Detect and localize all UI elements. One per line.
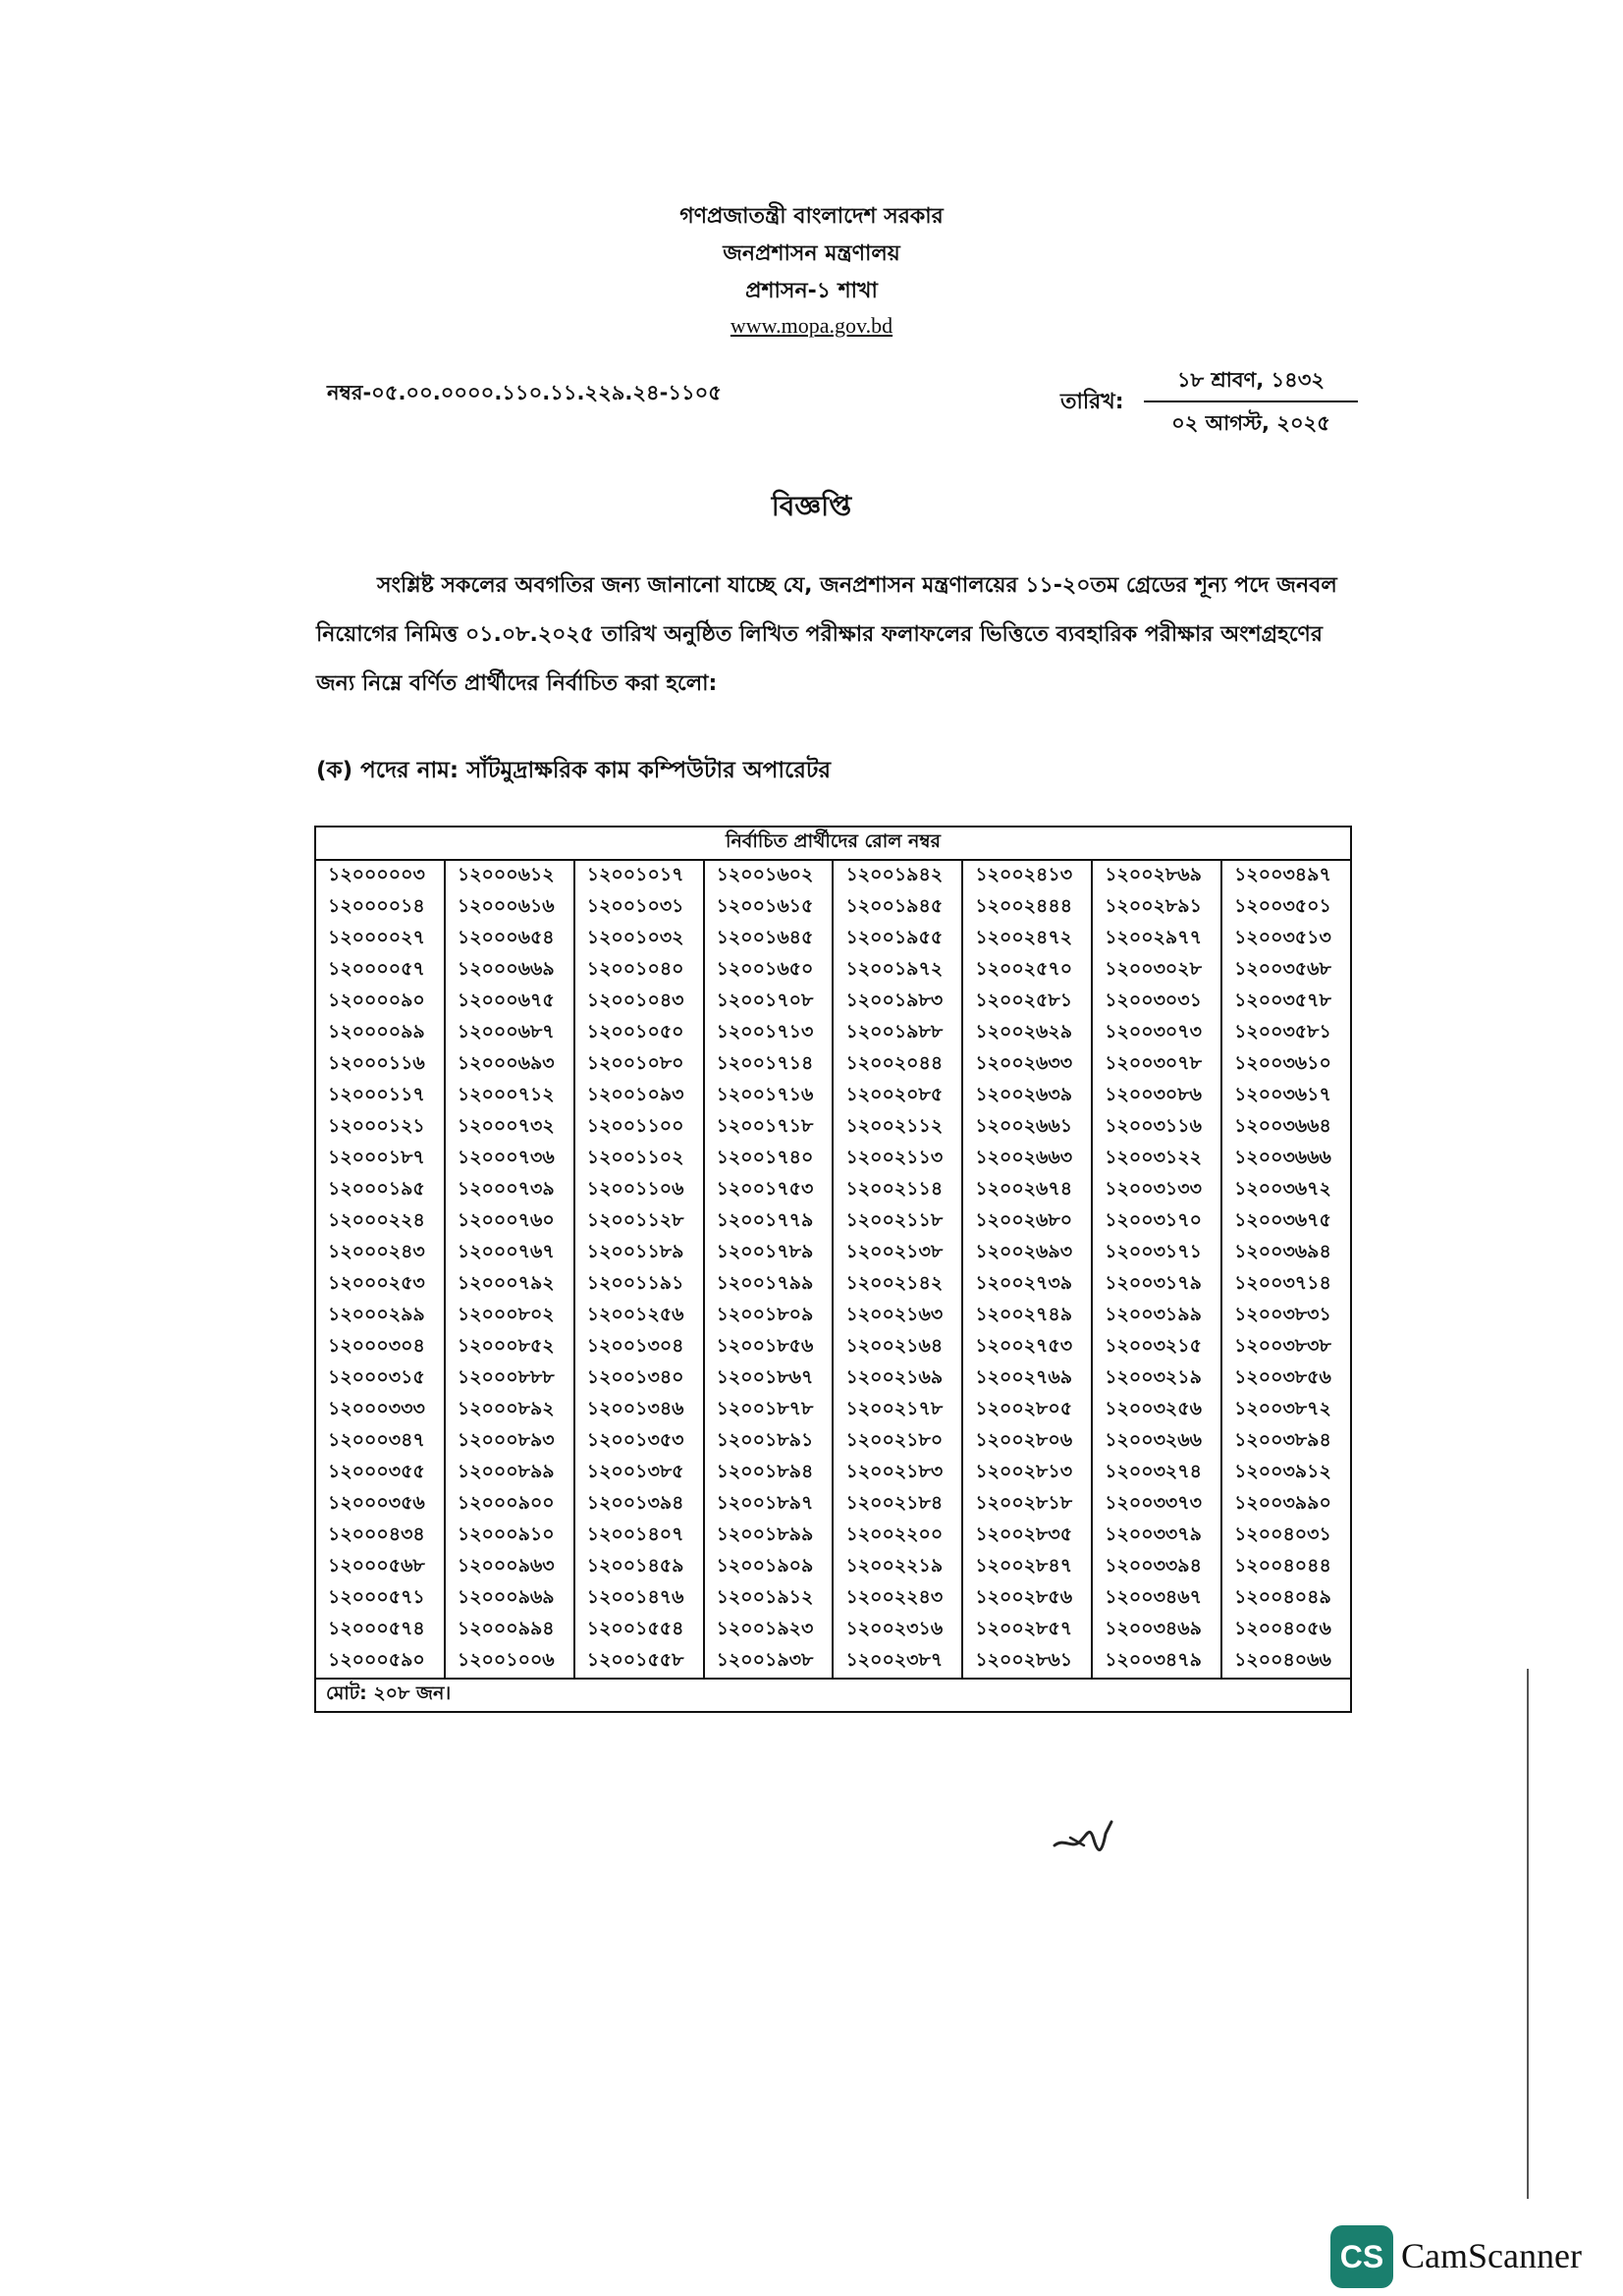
roll-number-cell: ১২০০০৩৫৫ — [315, 1458, 445, 1489]
table-row — [315, 1049, 1351, 1081]
table-row — [315, 1583, 1351, 1615]
roll-number-cell: ১২০০৩৩৭৯ — [1092, 1521, 1221, 1552]
roll-number-cell: ১২০০৩৮৫৬ — [1221, 1363, 1351, 1395]
roll-number-cell: ১২০০০৭৬০ — [445, 1206, 574, 1238]
roll-number-cell: ১২০০৪০৫৬ — [1221, 1615, 1351, 1646]
roll-number-cell: ১২০০৩৯৯০ — [1221, 1489, 1351, 1521]
roll-number-cell: ১২০০৩৪৬৯ — [1092, 1615, 1221, 1646]
roll-number-cell: ১২০০১৩৯৪ — [574, 1489, 704, 1521]
roll-number-cell: ১২০০০৩৩৩ — [315, 1395, 445, 1426]
roll-number-cell: ১২০০০০২৭ — [315, 924, 445, 955]
ministry-name: জনপ্রশাসন মন্ত্রণালয় — [723, 241, 900, 266]
roll-number-cell: ১২০০১০১৭ — [574, 860, 704, 892]
roll-number-cell: ১২০০৩৫৭৮ — [1221, 987, 1351, 1018]
table-row — [315, 924, 1351, 955]
table-row — [315, 1269, 1351, 1301]
roll-number-cell: ১২০০১৮৯১ — [704, 1426, 834, 1458]
roll-number-cell: ১২০০২১৬৪ — [833, 1332, 962, 1363]
roll-number-cell: ১২০০০৬৭৫ — [445, 987, 574, 1018]
roll-number-cell: ১২০০১১০০ — [574, 1112, 704, 1144]
roll-number-cell: ১২০০০৬৫৪ — [445, 924, 574, 955]
roll-number-cell: ১২০০১৮৯৭ — [704, 1489, 834, 1521]
roll-number-cell: ১২০০০৭১২ — [445, 1081, 574, 1112]
table-row — [315, 1363, 1351, 1395]
notice-paragraph — [316, 561, 1349, 709]
roll-number-cell: ১২০০১৩৪৬ — [574, 1395, 704, 1426]
roll-number-cell: ১২০০২৬৩৩ — [962, 1049, 1092, 1081]
roll-number-cell: ১২০০০৯৯৪ — [445, 1615, 574, 1646]
roll-number-cell: ১২০০১০৪৩ — [574, 987, 704, 1018]
table-row — [315, 1206, 1351, 1238]
roll-number-cell: ১২০০০১৮৭ — [315, 1144, 445, 1175]
roll-number-cell: ১২০০১৯৮৩ — [833, 987, 962, 1018]
roll-number-cell: ১২০০১৯১২ — [704, 1583, 834, 1615]
roll-number-cell: ১২০০১৬০২ — [704, 860, 834, 892]
roll-number-cell: ১২০০১৬১৫ — [704, 892, 834, 924]
roll-number-cell: ১২০০০২৫৩ — [315, 1269, 445, 1301]
roll-number-cell: ১২০০১৩০৪ — [574, 1332, 704, 1363]
roll-number-cell: ১২০০২৮৬১ — [962, 1646, 1092, 1679]
roll-number-cell: ১২০০৩২৬৬ — [1092, 1426, 1221, 1458]
table-body — [315, 860, 1351, 1679]
roll-number-cell: ১২০০০৭৩৬ — [445, 1144, 574, 1175]
table-row — [315, 1395, 1351, 1426]
roll-number-cell: ১২০০৪০৪৪ — [1221, 1552, 1351, 1583]
roll-number-cell: ১২০০২১৩৮ — [833, 1238, 962, 1269]
roll-number-cell: ১২০০০৮৯৩ — [445, 1426, 574, 1458]
roll-number-cell: ১২০০০৩৪৭ — [315, 1426, 445, 1458]
roll-number-cell: ১২০০২১৬৩ — [833, 1301, 962, 1332]
roll-number-cell: ১২০০০২২৪ — [315, 1206, 445, 1238]
roll-number-cell: ১২০০১৯৭২ — [833, 955, 962, 987]
roll-number-cell: ১২০০১৮৯৪ — [704, 1458, 834, 1489]
roll-number-cell: ১২০০০০৯৯ — [315, 1018, 445, 1049]
roll-number-cell: ১২০০০৫৯০ — [315, 1646, 445, 1679]
roll-number-cell: ১২০০৩১৩৩ — [1092, 1175, 1221, 1206]
roll-number-cell: ১২০০৩১৯৯ — [1092, 1301, 1221, 1332]
roll-number-cell: ১২০০০৩৫৬ — [315, 1489, 445, 1521]
roll-number-cell: ১২০০৩৬১৭ — [1221, 1081, 1351, 1112]
roll-number-cell: ১২০০০৯৬৯ — [445, 1583, 574, 1615]
roll-number-cell: ১২০০০৯৬৩ — [445, 1552, 574, 1583]
roll-number-cell: ১২০০১৬৫০ — [704, 955, 834, 987]
table-row — [315, 987, 1351, 1018]
roll-number-cell: ১২০০১১৮৯ — [574, 1238, 704, 1269]
table-total: মোট: ২০৮ জন। — [315, 1679, 1351, 1712]
roll-number-cell: ১২০০৩৪৬৭ — [1092, 1583, 1221, 1615]
table-row — [315, 1332, 1351, 1363]
table-row — [315, 1175, 1351, 1206]
roll-number-cell: ১২০০১৯৪৫ — [833, 892, 962, 924]
roll-number-cell: ১২০০২৩৮৭ — [833, 1646, 962, 1679]
roll-number-cell: ১২০০১৭১৬ — [704, 1081, 834, 1112]
roll-number-cell: ১২০০৩৬৭২ — [1221, 1175, 1351, 1206]
notice-title: বিজ্ঞপ্তি — [771, 490, 852, 522]
roll-number-cell: ১২০০০৮৮৮ — [445, 1363, 574, 1395]
roll-number-cell: ১২০০০৭৯২ — [445, 1269, 574, 1301]
roll-number-cell: ১২০০০৮৯৯ — [445, 1458, 574, 1489]
roll-number-cell: ১২০০০১১৭ — [315, 1081, 445, 1112]
roll-number-cell: ১২০০১৭১৮ — [704, 1112, 834, 1144]
roll-number-cell: ১২০০১৯৫৫ — [833, 924, 962, 955]
roll-number-cell: ১২০০৩১১৬ — [1092, 1112, 1221, 1144]
roll-number-cell: ১২০০৩৫১৩ — [1221, 924, 1351, 955]
roll-number-cell: ১২০০০৬১২ — [445, 860, 574, 892]
roll-number-cell: ১২০০১০৩২ — [574, 924, 704, 955]
roll-number-cell: ১২০০০১২১ — [315, 1112, 445, 1144]
roll-number-cell: ১২০০৩৫০১ — [1221, 892, 1351, 924]
roll-number-cell: ১২০০১৭৫৩ — [704, 1175, 834, 1206]
roll-number-cell: ১২০০১৭০৮ — [704, 987, 834, 1018]
roll-number-cell: ১২০০২১৭৮ — [833, 1395, 962, 1426]
roll-number-cell: ১২০০০২৪৩ — [315, 1238, 445, 1269]
roll-number-cell: ১২০০০৭৩২ — [445, 1112, 574, 1144]
roll-number-cell: ১২০০০৪৩৪ — [315, 1521, 445, 1552]
date-block — [1144, 365, 1358, 438]
notice-paragraph-text: সংশ্লিষ্ট সকলের অবগতির জন্য জানানো যাচ্ছে যে, জনপ্রশাসন মন্ত্রণালয়ের ১১-২০তম গ্রেডের শূন্য পদে জনবল নিয়োগের নিমিত্ত ০১.০৮.২০২৫ তারিখ অনুষ্ঠিত লিখিত পরীক্ষার ফলাফলের ভিত্তিতে ব্যবহারিক পরীক্ষার অংশগ্রহণের জন্য নিম্নে বর্ণিত প্রার্থীদের নির্বাচিত করা হলো: — [316, 573, 1337, 696]
roll-number-cell: ১২০০৩১৭১ — [1092, 1238, 1221, 1269]
roll-number-cell: ১২০০১৩৫৩ — [574, 1426, 704, 1458]
roll-number-cell: ১২০০১১২৮ — [574, 1206, 704, 1238]
roll-number-cell: ১২০০৩০৮৬ — [1092, 1081, 1221, 1112]
roll-number-cell: ১২০০২৯৭৭ — [1092, 924, 1221, 955]
roll-number-cell: ১২০০৩০৩১ — [1092, 987, 1221, 1018]
roll-number-cell: ১২০০২৮৬৯ — [1092, 860, 1221, 892]
roll-number-cell: ১২০০১২৫৬ — [574, 1301, 704, 1332]
roll-number-cell: ১২০০৩৫৮১ — [1221, 1018, 1351, 1049]
roll-number-cell: ১২০০২৮০৫ — [962, 1395, 1092, 1426]
roll-number-cell: ১২০০২৮০৬ — [962, 1426, 1092, 1458]
roll-number-cell: ১২০০০৩১৫ — [315, 1363, 445, 1395]
roll-number-cell: ১২০০১৪০৭ — [574, 1521, 704, 1552]
roll-number-cell: ১২০০২১১৮ — [833, 1206, 962, 1238]
roll-number-cell: ১২০০১৭৭৯ — [704, 1206, 834, 1238]
roll-number-cell: ১২০০৩৮৭২ — [1221, 1395, 1351, 1426]
roll-number-cell: ১২০০২৮১৮ — [962, 1489, 1092, 1521]
table-row — [315, 1112, 1351, 1144]
roll-number-cell: ১২০০৩৩৯৪ — [1092, 1552, 1221, 1583]
roll-number-cell: ১২০০০৮০২ — [445, 1301, 574, 1332]
roll-number-cell: ১২০০২২৪৩ — [833, 1583, 962, 1615]
letterhead — [0, 198, 1623, 342]
roll-number-cell: ১২০০৩৫৬৮ — [1221, 955, 1351, 987]
roll-number-cell: ১২০০১৯৩৮ — [704, 1646, 834, 1679]
roll-number-cell: ১২০০২৭৫৩ — [962, 1332, 1092, 1363]
roll-number-cell: ১২০০৩১৭৯ — [1092, 1269, 1221, 1301]
post-title: (ক) পদের নাম: সাঁটমুদ্রাক্ষরিক কাম কম্পিউটার অপারেটর — [316, 758, 832, 783]
roll-number-cell: ১২০০৪০৪৯ — [1221, 1583, 1351, 1615]
roll-number-cell: ১২০০১০৪০ — [574, 955, 704, 987]
roll-number-cell: ১২০০২০৮৫ — [833, 1081, 962, 1112]
roll-number-cell: ১২০০৩২১৫ — [1092, 1332, 1221, 1363]
roll-number-cell: ১২০০৩২৫৬ — [1092, 1395, 1221, 1426]
roll-number-cell: ১২০০২১৪২ — [833, 1269, 962, 1301]
roll-number-cell: ১২০০১০৯৩ — [574, 1081, 704, 1112]
date-label: তারিখ: — [1060, 390, 1124, 414]
roll-number-cell: ১২০০২৬৬১ — [962, 1112, 1092, 1144]
roll-number-cell: ১২০০৩৭১৪ — [1221, 1269, 1351, 1301]
date-english: ০২ আগস্ট, ২০২৫ — [1171, 411, 1330, 435]
roll-number-cell: ১২০০২৪৪৪ — [962, 892, 1092, 924]
roll-number-cell: ১২০০১৭১৪ — [704, 1049, 834, 1081]
roll-number-cell: ১২০০৩১২২ — [1092, 1144, 1221, 1175]
roll-number-cell: ১২০০০০১৪ — [315, 892, 445, 924]
camscanner-logo-icon: CS — [1330, 2225, 1393, 2288]
roll-number-cell: ১২০০২১১৩ — [833, 1144, 962, 1175]
roll-number-cell: ১২০০২৮৯১ — [1092, 892, 1221, 924]
table-row — [315, 1081, 1351, 1112]
roll-number-cell: ১২০০১৯৪২ — [833, 860, 962, 892]
roll-number-cell: ১২০০৪০৩১ — [1221, 1521, 1351, 1552]
roll-number-cell: ১২০০০০০৩ — [315, 860, 445, 892]
roll-number-cell: ১২০০৩২১৯ — [1092, 1363, 1221, 1395]
roll-number-cell: ১২০০১৯২৩ — [704, 1615, 834, 1646]
roll-number-cell: ১২০০০৫৬৮ — [315, 1552, 445, 1583]
roll-number-cell: ১২০০০৮৫২ — [445, 1332, 574, 1363]
roll-number-cell: ১২০০০৬১৬ — [445, 892, 574, 924]
roll-number-cell: ১২০০৩৪৭৯ — [1092, 1646, 1221, 1679]
roll-number-cell: ১২০০২৮৩৫ — [962, 1521, 1092, 1552]
roll-number-cell: ১২০০২৬২৯ — [962, 1018, 1092, 1049]
roll-number-cell: ১২০০১৩৮৫ — [574, 1458, 704, 1489]
roll-number-cell: ১২০০৩৬৭৫ — [1221, 1206, 1351, 1238]
roll-number-cell: ১২০০১৮৬৭ — [704, 1363, 834, 1395]
roll-number-cell: ১২০০০২৯৯ — [315, 1301, 445, 1332]
roll-number-cell: ১২০০১৯০৯ — [704, 1552, 834, 1583]
roll-number-cell: ১২০০৩৮৯৪ — [1221, 1426, 1351, 1458]
roll-number-cell: ১২০০৩৪৯৭ — [1221, 860, 1351, 892]
roll-number-cell: ১২০০২২০০ — [833, 1521, 962, 1552]
roll-number-cell: ১২০০২১৮০ — [833, 1426, 962, 1458]
roll-number-cell: ১২০০০৬৯৩ — [445, 1049, 574, 1081]
roll-number-cell: ১২০০২৭৩৯ — [962, 1269, 1092, 1301]
roll-number-cell: ১২০০১৮৯৯ — [704, 1521, 834, 1552]
roll-number-cell: ১২০০০৬৮৭ — [445, 1018, 574, 1049]
table-row — [315, 1521, 1351, 1552]
roll-number-cell: ১২০০১০০৬ — [445, 1646, 574, 1679]
table-row — [315, 892, 1351, 924]
roll-number-cell: ১২০০১০৫০ — [574, 1018, 704, 1049]
roll-number-cell: ১২০০২৭৬৯ — [962, 1363, 1092, 1395]
roll-number-cell: ১২০০৩০২৮ — [1092, 955, 1221, 987]
roll-number-cell: ১২০০২৬৮০ — [962, 1206, 1092, 1238]
roll-number-cell: ১২০০০১৯৫ — [315, 1175, 445, 1206]
roll-number-cell: ১২০০২৭৪৯ — [962, 1301, 1092, 1332]
table-row — [315, 1646, 1351, 1679]
roll-number-cell: ১২০০১১৯১ — [574, 1269, 704, 1301]
table-row — [315, 1458, 1351, 1489]
roll-number-cell: ১২০০১৭৪০ — [704, 1144, 834, 1175]
roll-number-cell: ১২০০০৩০৪ — [315, 1332, 445, 1363]
roll-number-cell: ১২০০১৩৪০ — [574, 1363, 704, 1395]
roll-number-cell: ১২০০৩৬৯৪ — [1221, 1238, 1351, 1269]
roll-number-cell: ১২০০২৬৯৩ — [962, 1238, 1092, 1269]
roll-number-table — [314, 826, 1352, 1713]
table-row — [315, 860, 1351, 892]
roll-number-cell: ১২০০০৭৬৭ — [445, 1238, 574, 1269]
roll-number-cell: ১২০০১৮৭৮ — [704, 1395, 834, 1426]
roll-number-cell: ১২০০২৬৩৯ — [962, 1081, 1092, 1112]
table-row — [315, 1615, 1351, 1646]
roll-number-cell: ১২০০২৮৫৭ — [962, 1615, 1092, 1646]
roll-number-cell: ১২০০৩২৭৪ — [1092, 1458, 1221, 1489]
date-bangla: ১৮ শ্রাবণ, ১৪৩২ — [1144, 365, 1358, 402]
roll-number-cell: ১২০০২৬৭৪ — [962, 1175, 1092, 1206]
roll-number-cell: ১২০০৩৬১০ — [1221, 1049, 1351, 1081]
camscanner-name: CamScanner — [1401, 2236, 1582, 2275]
table-row — [315, 1426, 1351, 1458]
signature-icon — [1051, 1816, 1119, 1859]
roll-number-cell: ১২০০২৪১৩ — [962, 860, 1092, 892]
roll-number-cell: ১২০০২৮৫৬ — [962, 1583, 1092, 1615]
roll-number-cell: ১২০০১৯৮৮ — [833, 1018, 962, 1049]
roll-number-cell: ১২০০২৬৬৩ — [962, 1144, 1092, 1175]
roll-number-cell: ১২০০২১১২ — [833, 1112, 962, 1144]
roll-number-cell: ১২০০১৬৪৫ — [704, 924, 834, 955]
govt-name: গণপ্রজাতন্ত্রী বাংলাদেশ সরকার — [679, 204, 944, 229]
roll-number-cell: ১২০০৪০৬৬ — [1221, 1646, 1351, 1679]
roll-number-cell: ১২০০২১৬৯ — [833, 1363, 962, 1395]
roll-number-cell: ১২০০২১১৪ — [833, 1175, 962, 1206]
roll-number-cell: ১২০০৩১৭০ — [1092, 1206, 1221, 1238]
roll-number-cell: ১২০০১৭৮৯ — [704, 1238, 834, 1269]
roll-number-cell: ১২০০৩৮৩৮ — [1221, 1332, 1351, 1363]
roll-number-cell: ১২০০২৮১৩ — [962, 1458, 1092, 1489]
roll-number-cell: ১২০০০০৯০ — [315, 987, 445, 1018]
roll-number-cell: ১২০০০০৫৭ — [315, 955, 445, 987]
roll-number-cell: ১২০০০৬৬৯ — [445, 955, 574, 987]
roll-number-cell: ১২০০১৪৭৬ — [574, 1583, 704, 1615]
roll-number-cell: ১২০০২১৮৪ — [833, 1489, 962, 1521]
roll-number-cell: ১২০০১৭৯৯ — [704, 1269, 834, 1301]
roll-number-cell: ১২০০২৮৪৭ — [962, 1552, 1092, 1583]
branch-name: প্রশাসন-১ শাখা — [745, 279, 878, 303]
table-row — [315, 1489, 1351, 1521]
roll-number-cell: ১২০০০৫৭১ — [315, 1583, 445, 1615]
roll-number-cell: ১২০০০৯১০ — [445, 1521, 574, 1552]
roll-number-cell: ১২০০২১৮৩ — [833, 1458, 962, 1489]
table-row — [315, 1301, 1351, 1332]
roll-number-cell: ১২০০৩৮৩১ — [1221, 1301, 1351, 1332]
table-row — [315, 955, 1351, 987]
roll-number-cell: ১২০০১০৩১ — [574, 892, 704, 924]
roll-number-cell: ১২০০১৫৫৮ — [574, 1646, 704, 1679]
roll-number-cell: ১২০০২২১৯ — [833, 1552, 962, 1583]
roll-number-cell: ১২০০১০৮০ — [574, 1049, 704, 1081]
roll-number-cell: ১২০০৩০৭৮ — [1092, 1049, 1221, 1081]
roll-number-cell: ১২০০২০৪৪ — [833, 1049, 962, 1081]
roll-number-cell: ১২০০৩৬৬৬ — [1221, 1144, 1351, 1175]
memo-number: নম্বর-০৫.০০.০০০০.১১০.১১.২২৯.২৪-১১০৫ — [327, 381, 722, 404]
roll-number-cell: ১২০০১৫৫৪ — [574, 1615, 704, 1646]
roll-number-cell: ১২০০২৫৭০ — [962, 955, 1092, 987]
roll-number-cell: ১২০০২৩১৬ — [833, 1615, 962, 1646]
table-row — [315, 1552, 1351, 1583]
roll-number-cell: ১২০০০৮৯২ — [445, 1395, 574, 1426]
roll-number-cell: ১২০০১৮০৯ — [704, 1301, 834, 1332]
roll-number-cell: ১২০০১১০২ — [574, 1144, 704, 1175]
roll-number-cell: ১২০০০৫৭৪ — [315, 1615, 445, 1646]
website-link[interactable]: www.mopa.gov.bd — [730, 313, 893, 338]
roll-number-cell: ১২০০১৪৫৯ — [574, 1552, 704, 1583]
roll-number-cell: ১২০০০১১৬ — [315, 1049, 445, 1081]
roll-number-cell: ১২০০৩৬৬৪ — [1221, 1112, 1351, 1144]
scan-edge-line — [1527, 1669, 1529, 2199]
roll-number-cell: ১২০০১৭১৩ — [704, 1018, 834, 1049]
roll-number-cell: ১২০০৩৩৭৩ — [1092, 1489, 1221, 1521]
table-row — [315, 1238, 1351, 1269]
roll-number-cell: ১২০০৩০৭৩ — [1092, 1018, 1221, 1049]
table-header: নির্বাচিত প্রার্থীদের রোল নম্বর — [315, 827, 1351, 860]
roll-number-cell: ১২০০৩৯১২ — [1221, 1458, 1351, 1489]
roll-number-cell: ১২০০০৯০০ — [445, 1489, 574, 1521]
table-row — [315, 1144, 1351, 1175]
roll-number-cell: ১২০০১১০৬ — [574, 1175, 704, 1206]
roll-number-cell: ১২০০১৮৫৬ — [704, 1332, 834, 1363]
table-row — [315, 1018, 1351, 1049]
roll-number-cell: ১২০০২৫৮১ — [962, 987, 1092, 1018]
roll-number-cell: ১২০০০৭৩৯ — [445, 1175, 574, 1206]
roll-number-cell: ১২০০২৪৭২ — [962, 924, 1092, 955]
